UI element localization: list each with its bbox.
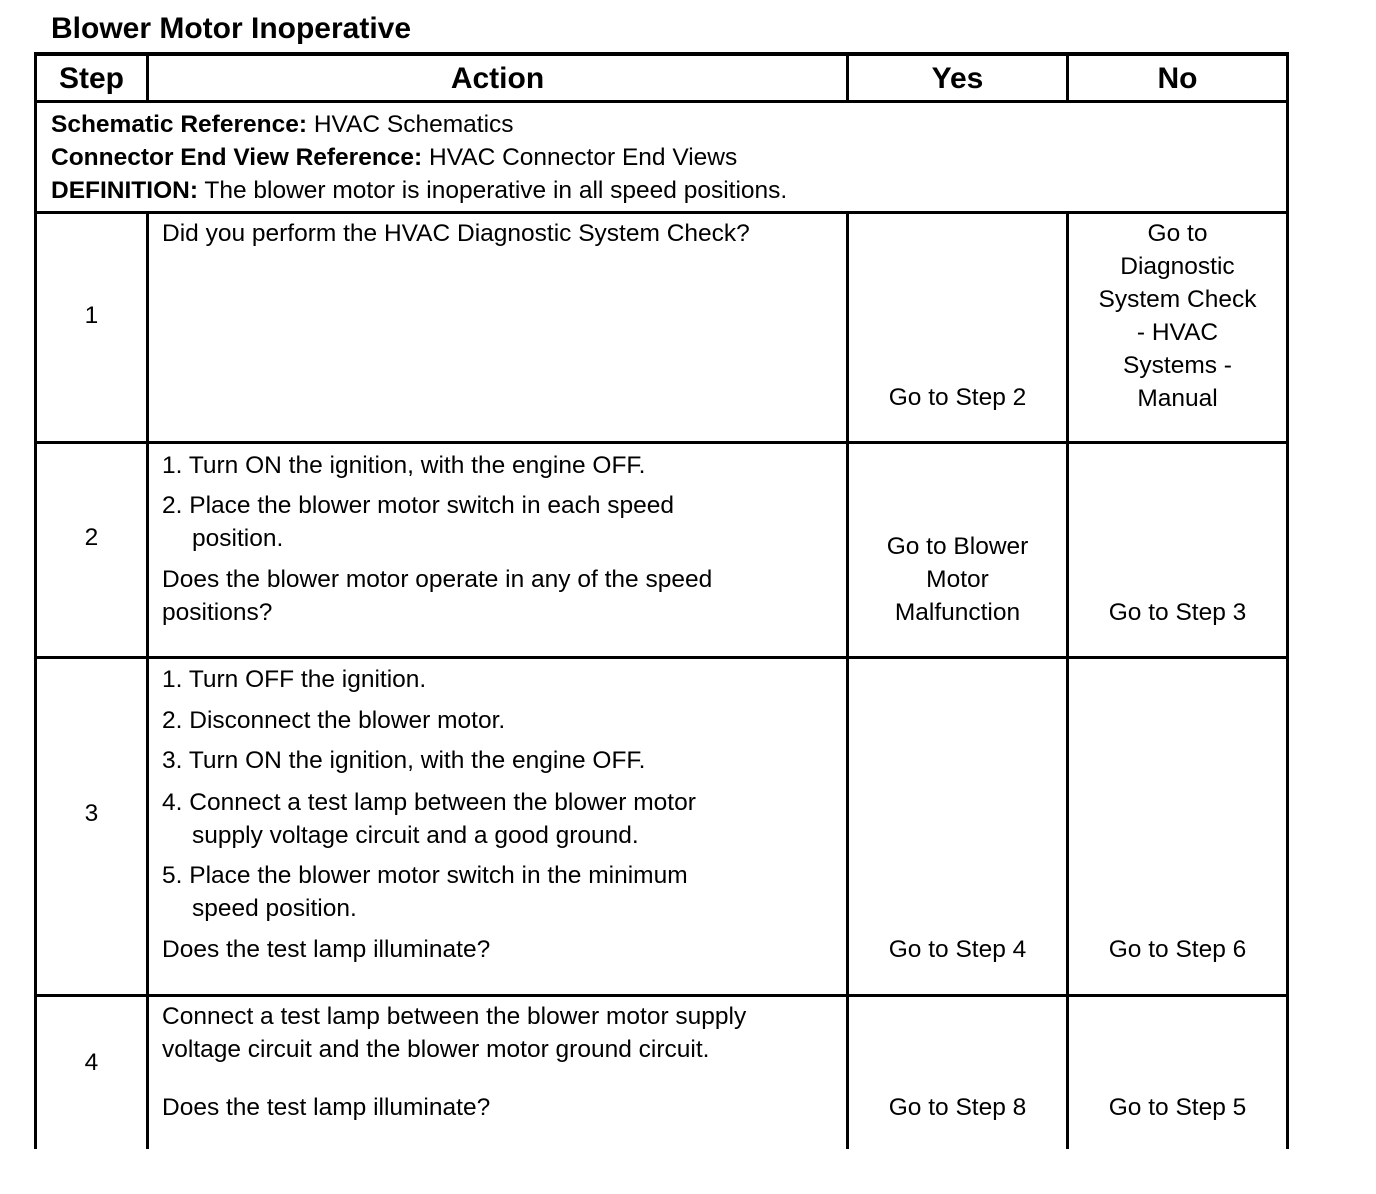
action-text-continued: voltage circuit and the blower motor ground circuit. — [162, 1036, 710, 1063]
item-text-continued: speed position. — [192, 895, 357, 922]
schematic-reference — [51, 108, 514, 141]
item-number: 2. — [162, 492, 183, 519]
item-text: Place the blower motor switch in the minimum — [189, 862, 688, 889]
action-question-continued: positions? — [162, 599, 273, 626]
table-left-border — [34, 52, 37, 1149]
table-right-border — [1286, 52, 1289, 1149]
row3-bottom-border — [34, 994, 1289, 997]
header-yes: Yes — [931, 62, 984, 95]
yes-result: Go to Step 2 — [888, 384, 1027, 411]
no-result — [1069, 217, 1286, 415]
no-result: Go to Step 6 — [1108, 936, 1247, 963]
no-result-line: Systems - — [1123, 352, 1232, 379]
item-number: 2. — [162, 707, 183, 734]
table-top-border — [34, 52, 1289, 56]
page-title: Blower Motor Inoperative — [51, 12, 412, 45]
action-item — [162, 489, 674, 522]
action-yes-divider — [846, 211, 849, 1149]
definition — [51, 174, 787, 207]
item-number: 1. — [162, 452, 183, 479]
action-question: Did you perform the HVAC Diagnostic System Check? — [162, 220, 750, 247]
yes-result — [849, 530, 1066, 629]
action-item — [162, 449, 645, 482]
action-question: Does the test lamp illuminate? — [162, 936, 491, 963]
no-result: Go to Step 5 — [1108, 1094, 1247, 1121]
header-action: Action — [450, 62, 545, 95]
action-text: Connect a test lamp between the blower motor supply — [162, 1003, 747, 1030]
definition-label: DEFINITION: — [51, 177, 198, 204]
step-number: 2 — [84, 524, 99, 551]
item-text: Place the blower motor switch in each speed — [189, 492, 675, 519]
action-question: Does the test lamp illuminate? — [162, 1094, 491, 1121]
yes-result-line: Malfunction — [894, 599, 1021, 626]
row1-bottom-border — [34, 441, 1289, 444]
step-number: 3 — [84, 800, 99, 827]
no-result-line: Diagnostic — [1120, 253, 1235, 280]
yes-result: Go to Step 4 — [888, 936, 1027, 963]
no-result-line: - HVAC — [1136, 319, 1219, 346]
reference-bottom-border — [34, 211, 1289, 214]
header-bottom-border — [34, 100, 1289, 103]
item-text: Connect a test lamp between the blower motor — [189, 789, 696, 816]
item-text: Turn OFF the ignition. — [188, 666, 427, 693]
yes-result: Go to Step 8 — [888, 1094, 1027, 1121]
action-item — [162, 786, 696, 819]
item-number: 4. — [162, 789, 183, 816]
action-item — [162, 704, 505, 737]
connector-reference-label: Connector End View Reference: — [51, 144, 423, 171]
step-number: 4 — [84, 1049, 99, 1076]
item-text-continued: position. — [192, 525, 284, 552]
item-number: 1. — [162, 666, 183, 693]
no-result-line: System Check — [1098, 286, 1257, 313]
header-step: Step — [58, 62, 124, 95]
step-number: 1 — [84, 302, 99, 329]
header-no: No — [1157, 62, 1198, 95]
step-action-divider — [146, 211, 149, 1149]
item-text: Turn ON the ignition, with the engine OFF. — [188, 452, 646, 479]
no-result-line: Go to — [1147, 220, 1208, 247]
action-question: Does the blower motor operate in any of the speed — [162, 566, 713, 593]
no-result-line: Manual — [1137, 385, 1218, 412]
action-item — [162, 663, 426, 696]
action-item — [162, 859, 688, 892]
schematic-reference-value: HVAC Schematics — [307, 111, 514, 138]
yes-result-line: Motor — [926, 566, 989, 593]
action-item — [162, 744, 645, 777]
schematic-reference-label: Schematic Reference: — [51, 111, 308, 138]
no-result: Go to Step 3 — [1108, 599, 1247, 626]
connector-reference — [51, 141, 737, 174]
item-number: 3. — [162, 747, 183, 774]
definition-value: The blower motor is inoperative in all speed positions. — [198, 177, 788, 204]
row2-bottom-border — [34, 656, 1289, 659]
item-text-continued: supply voltage circuit and a good ground. — [192, 822, 639, 849]
item-text: Turn ON the ignition, with the engine OFF. — [188, 747, 646, 774]
yes-result-line: Go to Blower — [886, 533, 1029, 560]
connector-reference-value: HVAC Connector End Views — [422, 144, 738, 171]
item-text: Disconnect the blower motor. — [189, 707, 506, 734]
item-number: 5. — [162, 862, 183, 889]
